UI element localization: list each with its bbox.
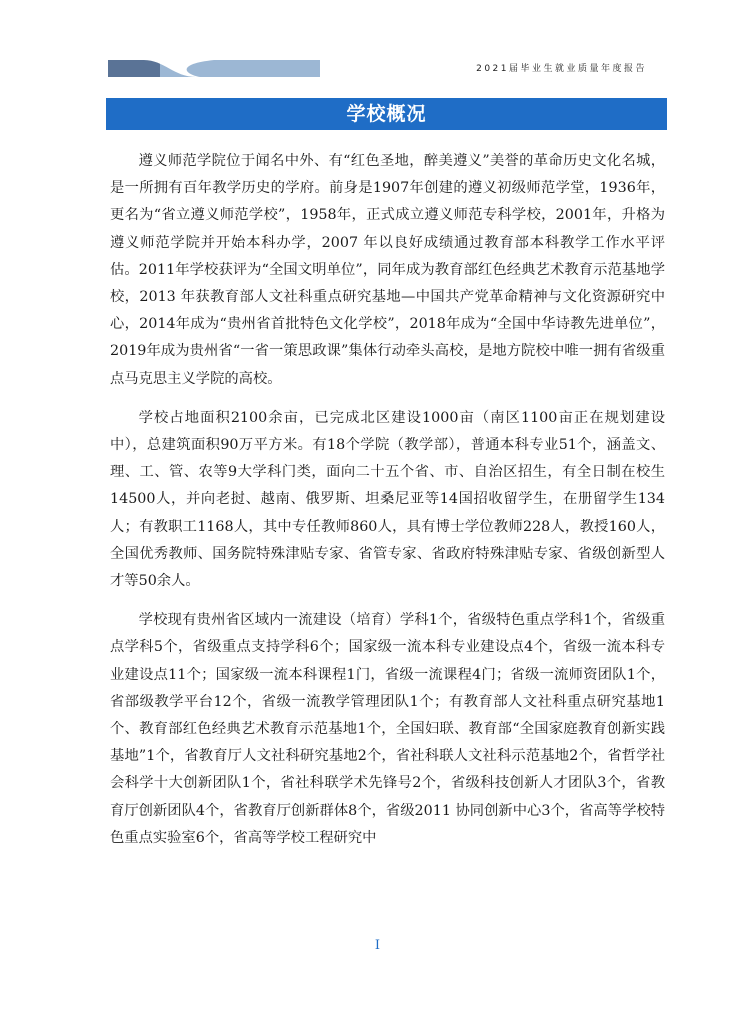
header-swoosh-icon — [144, 60, 214, 77]
report-title: 2021届毕业生就业质量年度报告 — [476, 64, 647, 74]
body-text — [110, 148, 665, 864]
paragraph: 遵义师范学院位于闻名中外、有“红色圣地，醉美遵义”美誉的革命历史文化名城，是一所拥有百年教学历史的学府。前身是1907年创建的遵义初级师范学堂，1936年，更名为“省立遵义师范学校”，1958年，正式成立遵义师范专科学校，2001年，升格为遵义师范学院并开始本科办学，2007 年以良好成绩通过教育部本科教学工作水平评估。2011年学校获评为“全国文明单位”，同年成为教育部红色经典艺术教育示范基地学校，2013 年获教育部人文社科重点研究基地—中国共产党革命精神与文化资源研究中心，2014年成为“贵州省首批特色文化学校”，2018年成为“全国中华诗教先进单位”，2019年成为贵州省“一省一策思政课”集体行动牵头高校，是地方院校中唯一拥有省级重点马克思主义学院的高校。 — [110, 153, 665, 387]
paragraph: 学校占地面积2100余亩，已完成北区建设1000亩（南区1100亩正在规划建设中），总建筑面积90万平方米。有18个学院（教学部），普通本科专业51个，涵盖文、理、工、管、农等9大学科门类，面向二十五个省、市、自治区招生，有全日制在校生14500人，并向老挝、越南、俄罗斯、坦桑尼亚等14国招收留学生，在册留学生134人；有教职工1168人，其中专任教师860人，具有博士学位教师228人，教授160人，全国优秀教师、国务院特殊津贴专家、省管专家、省政府特殊津贴专家、省级创新型人才等50余人。 — [110, 409, 665, 590]
header-decorative-band — [108, 60, 320, 77]
page-number: I — [374, 938, 381, 953]
paragraph: 学校现有贵州省区域内一流建设（培育）学科1个，省级特色重点学科1个，省级重点学科5个，省级重点支持学科6个；国家级一流本科专业建设点4个，省级一流本科专业建设点11个；国家级一流本科课程1门，省级一流课程4门；省级一流师资团队1个，省部级教学平台12个，省级一流教学管理团队1个；有教育部人文社科重点研究基地1个、教育部红色经典艺术教育示范基地1个，全国妇联、教育部“全国家庭教育创新实践基地”1个，省教育厅人文社科研究基地2个，省社科联人文社科示范基地2个，省哲学社会科学十大创新团队1个，省社科联学术先锋号2个，省级科技创新人才团队3个，省教育厅创新团队4个，省教育厅创新群体8个，省级2011 协同创新中心3个，省高等学校特色重点实验室6个，省高等学校工程研究中 — [110, 612, 665, 846]
section-title: 学校概况 — [106, 98, 667, 130]
